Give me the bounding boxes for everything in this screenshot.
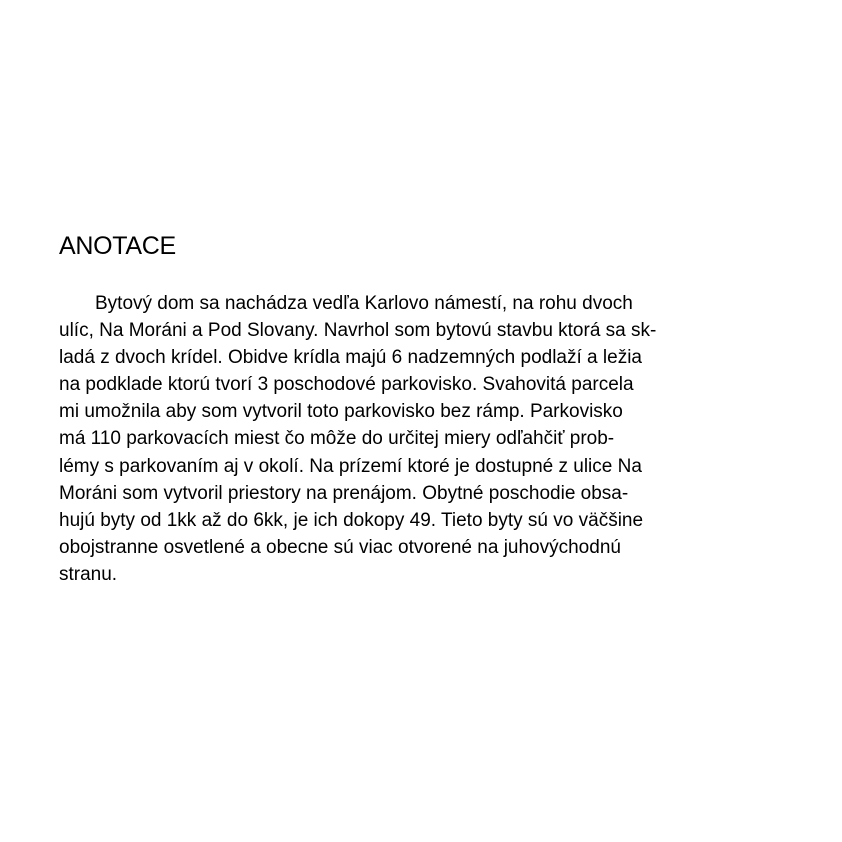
paragraph-line: ulíc, Na Moráni a Pod Slovany. Navrhol som bytovú stavbu ktorá sa sk- [59,320,657,342]
paragraph-line: lémy s parkovaním aj v okolí. Na prízemí ktoré je dostupné z ulice Na [59,455,642,477]
paragraph-line: Moráni som vytvoril priestory na prenájom. Obytné poschodie obsa- [59,482,629,504]
paragraph-line: ladá z dvoch krídel. Obidve krídla majú 6 nadzemných podlaží a ležia [59,347,642,369]
section-heading: ANOTACE [59,232,176,260]
paragraph-line: hujú byty od 1kk až do 6kk, je ich dokopy 49. Tieto byty sú vo väčšine [59,509,644,531]
annotation-paragraph [59,290,779,588]
paragraph-line: má 110 parkovacích miest čo môže do určitej miery odľahčiť prob- [59,428,615,450]
paragraph-line: obojstranne osvetlené a obecne sú viac otvorené na juhovýchodnú [59,536,621,558]
paragraph-line: Bytový dom sa nachádza vedľa Karlovo námestí, na rohu dvoch [95,293,633,314]
paragraph-line: mi umožnila aby som vytvoril toto parkovisko bez rámp. Parkovisko [59,401,623,423]
paragraph-line: na podklade ktorú tvorí 3 poschodové parkovisko. Svahovitá parcela [59,374,634,396]
paragraph-line: stranu. [59,563,118,585]
